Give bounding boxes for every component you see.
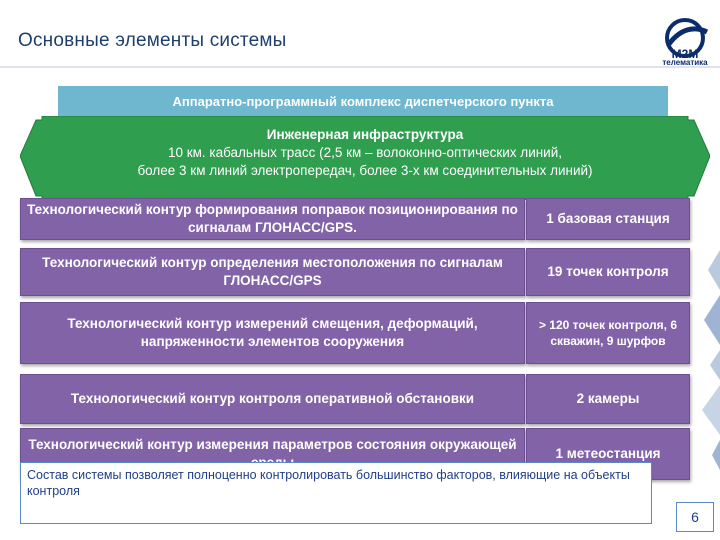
contour-row-1-label: Технологический контур формирования поправок позиционирования по сигналам ГЛОНАСС/GPS. — [20, 198, 525, 240]
infrastructure-line-1: 10 км. кабальных трасс (2,5 км – волоконно-оптических линий, — [167, 145, 563, 160]
logo-caption: телематика — [662, 58, 708, 67]
contour-row-1-value: 1 базовая станция — [526, 198, 690, 240]
contour-row-3-value: > 120 точек контроля, 6 скважин, 9 шурфов — [526, 302, 690, 364]
contour-row-4-label: Технологический контур контроля оперативной обстановки — [20, 374, 525, 424]
infrastructure-text — [70, 126, 660, 180]
svg-text:M2M: M2M — [671, 47, 699, 61]
contour-row-5-value: 1 метеостанция — [526, 428, 690, 480]
contour-row-3-label: Технологический контур измерений смещения, деформаций, напряженности элементов сооружения — [20, 302, 525, 364]
contour-row-2-value: 19 точек контроля — [526, 248, 690, 296]
dispatch-complex-banner: Аппаратно-программный комплекс диспетчерского пункта — [58, 86, 668, 116]
summary-note: Состав системы позволяет полноценно контролировать большинство факторов, влияющие на объекты контроля — [20, 462, 652, 524]
contour-row-4-value: 2 камеры — [526, 374, 690, 424]
infrastructure-title: Инженерная инфраструктура — [266, 127, 464, 142]
page-title: Основные элементы системы — [18, 30, 287, 51]
decorative-pattern — [690, 250, 720, 540]
contour-row-2-label: Технологический контур определения местоположения по сигналам ГЛОНАСС/GPS — [20, 248, 525, 296]
contour-row-5-label: Технологический контур измерения параметров состояния окружающей — [20, 428, 525, 480]
page-number: 6 — [676, 502, 714, 532]
infrastructure-line-2: более 3 км линий электропередач, более 3-х км соединительных линий) — [137, 163, 593, 178]
header-divider — [0, 66, 720, 68]
